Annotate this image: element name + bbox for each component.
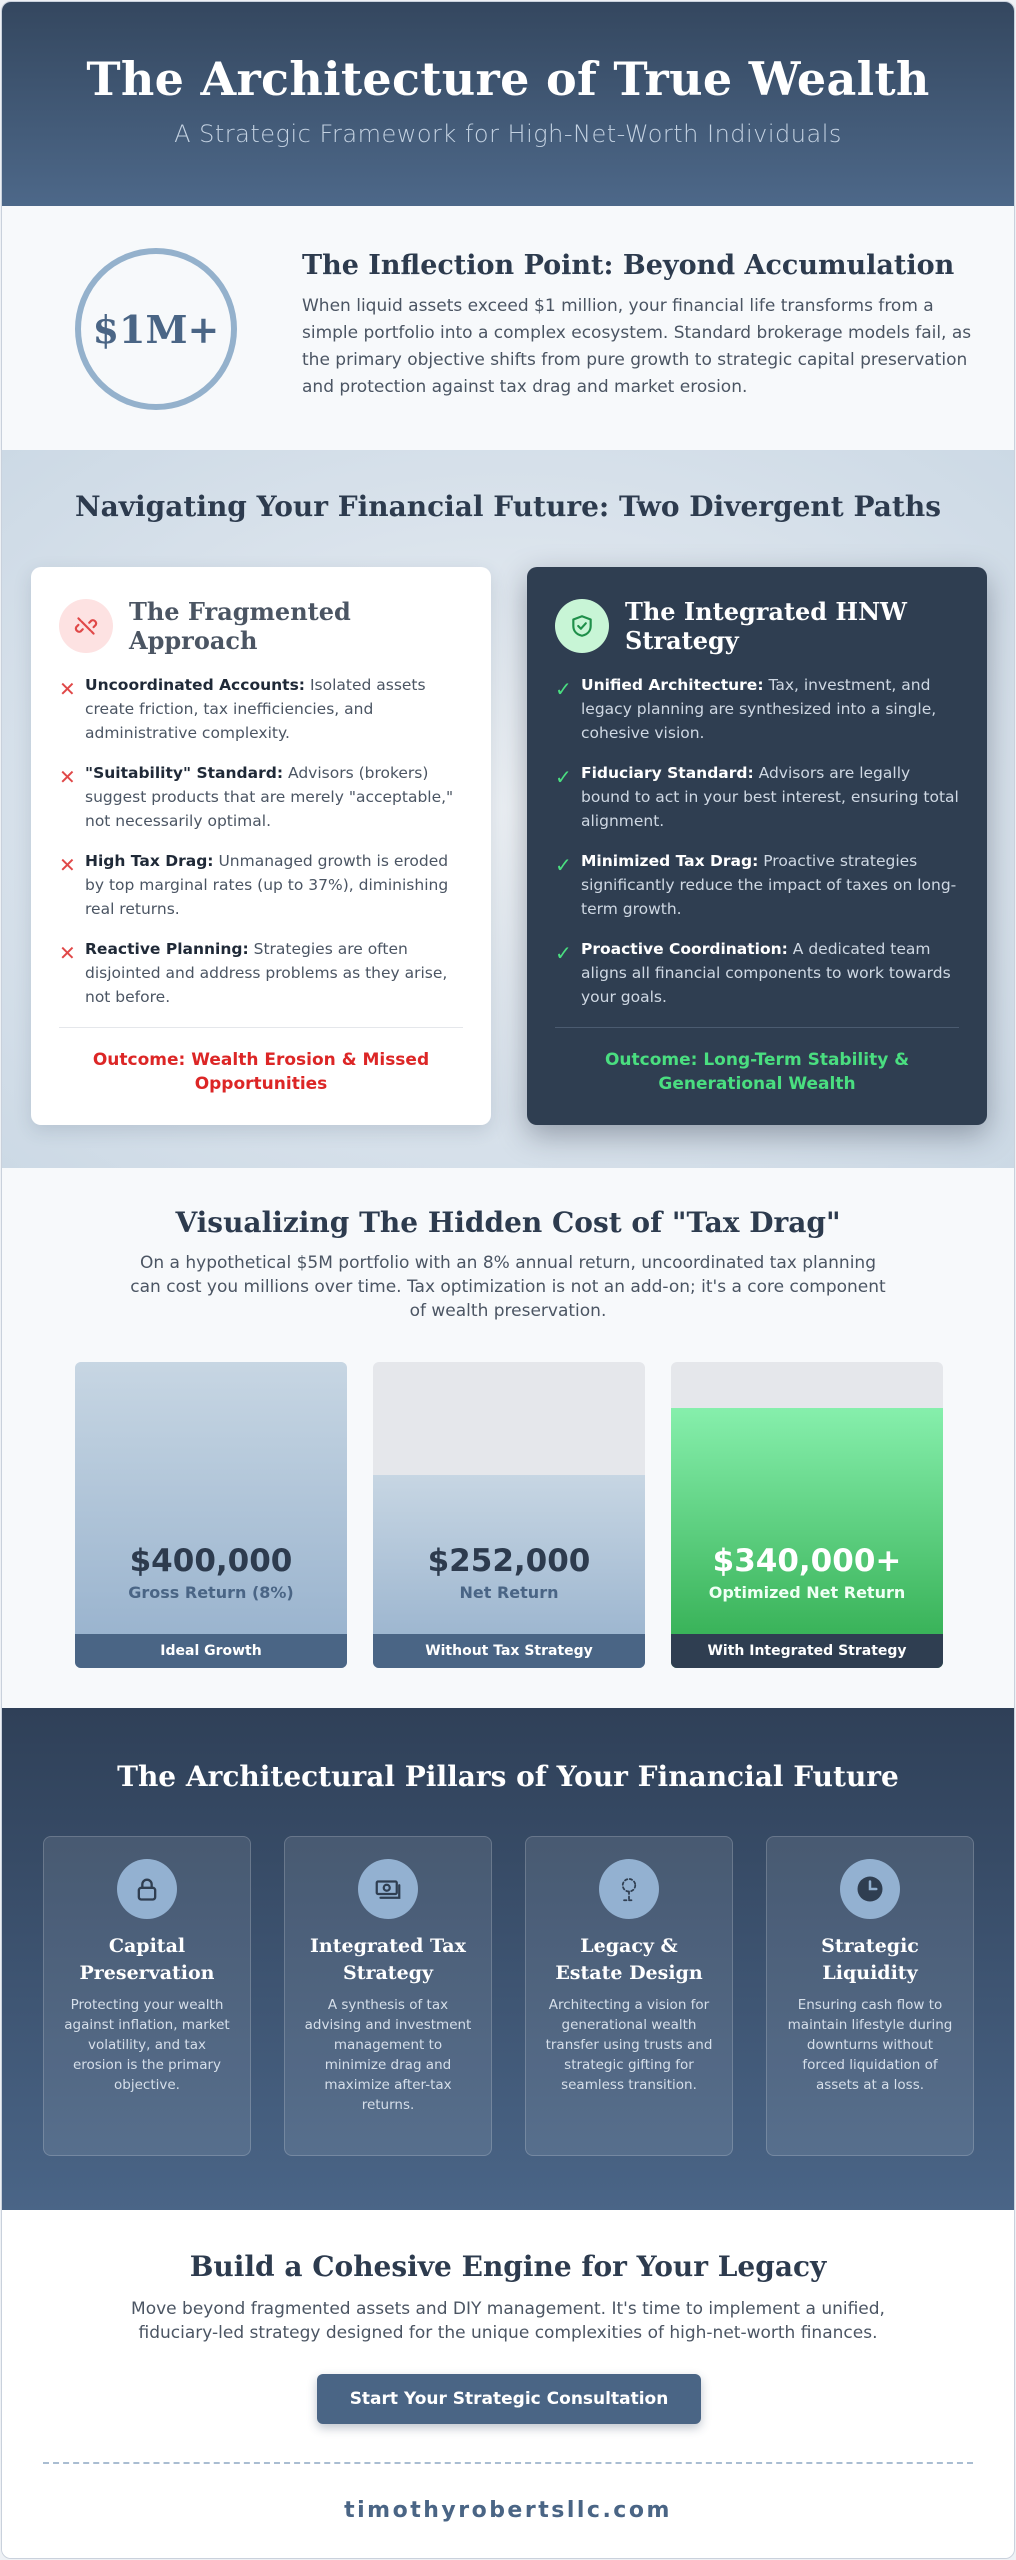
integrated-card (527, 567, 987, 1125)
integrated-item-text (581, 849, 959, 921)
pillar-integrated-tax-strategy (284, 1836, 492, 2156)
pillar-text: Protecting your wealth against inflation, market volatility, and tax erosion is the primary objective. (64, 1997, 230, 2093)
integrated-outcome: Outcome: Long-Term Stability & Generational Wealth (555, 1027, 959, 1096)
bar-footer: With Integrated Strategy (671, 1634, 943, 1668)
bar-label: Net Return (459, 1583, 559, 1602)
fragmented-item-description: Strategies are often disjointed and address problems as they arise, not before. (85, 940, 448, 1006)
bar-value: $400,000 (129, 1543, 293, 1579)
integrated-item-label: Fiduciary Standard: (581, 764, 754, 782)
bar-label: Gross Return (8%) (128, 1583, 294, 1602)
check-mark-icon: ✓ (555, 677, 572, 701)
pillar-title: Legacy & Estate Design (555, 1935, 703, 1984)
integrated-item-text (581, 673, 959, 745)
broken-link-icon (59, 599, 113, 653)
bar-with-integrated-strategy (671, 1362, 943, 1668)
integrated-title: The Integrated HNW Strategy (625, 597, 907, 655)
header (2, 2, 1014, 206)
fragmented-item-label: Uncoordinated Accounts: (85, 676, 305, 694)
integrated-item (555, 673, 959, 745)
integrated-item-text (581, 937, 959, 1009)
integrated-item (555, 937, 959, 1009)
x-mark-icon: ✕ (59, 677, 76, 701)
fragmented-item-label: Reactive Planning: (85, 940, 249, 958)
pillar-title: Strategic Liquidity (821, 1935, 919, 1984)
shield-check-icon (555, 599, 609, 653)
integrated-item-description: Proactive strategies significantly reduce the impact of taxes on long-term growth. (581, 852, 957, 918)
integrated-item-description: Tax, investment, and legacy planning are synthesized into a single, cohesive vision. (581, 676, 937, 742)
fragmented-item (59, 937, 463, 1009)
pillar-legacy-estate-design (525, 1836, 733, 2156)
cta-body: Move beyond fragmented assets and DIY management. It's time to implement a unified, fiduciary-led strategy designed for the unique complexities of high-net-worth finances. (131, 2299, 885, 2343)
inflection-title: The Inflection Point: Beyond Accumulation (302, 250, 955, 281)
integrated-item-text (581, 761, 959, 833)
lock-icon (117, 1859, 177, 1919)
integrated-item-description: A dedicated team aligns all financial components to work towards your goals. (581, 940, 951, 1006)
x-mark-icon: ✕ (59, 941, 76, 965)
fragmented-item-description: Unmanaged growth is eroded by top marginal rates (up to 37%), diminishing real returns. (85, 852, 449, 918)
website-link[interactable]: timothyrobertsllc.com (344, 2498, 672, 2523)
pillars-section (2, 1708, 1014, 2210)
paths-section (2, 450, 1014, 1168)
integrated-item-description: Advisors are legally bound to act in your best interest, ensuring total alignment. (581, 764, 959, 830)
fragmented-item-text (85, 937, 463, 1009)
integrated-item (555, 849, 959, 921)
pillar-strategic-liquidity (766, 1836, 974, 2156)
dashed-divider (43, 2462, 973, 2464)
bar-footer: Without Tax Strategy (373, 1634, 645, 1668)
start-consultation-button[interactable]: Start Your Strategic Consultation (317, 2374, 701, 2424)
check-mark-icon: ✓ (555, 765, 572, 789)
x-mark-icon: ✕ (59, 853, 76, 877)
pillar-capital-preservation (43, 1836, 251, 2156)
bar-ideal-growth (75, 1362, 347, 1668)
million-badge: $1M+ (75, 248, 237, 410)
bar-without-tax-strategy (373, 1362, 645, 1668)
fragmented-item-label: "Suitability" Standard: (85, 764, 284, 782)
tax-drag-section (2, 1168, 1014, 1708)
bar-footer: Ideal Growth (75, 1634, 347, 1668)
fragmented-title: The Fragmented Approach (129, 597, 351, 655)
fragmented-card (31, 567, 491, 1125)
cta-section (2, 2210, 1014, 2559)
money-icon (358, 1859, 418, 1919)
check-mark-icon: ✓ (555, 853, 572, 877)
bar-fill (75, 1362, 347, 1668)
fragmented-item-text (85, 849, 463, 921)
clock-icon (840, 1859, 900, 1919)
page-subtitle: A Strategic Framework for High-Net-Worth Individuals (174, 120, 842, 148)
fragmented-item-label: High Tax Drag: (85, 852, 214, 870)
tax-drag-subtitle: On a hypothetical $5M portfolio with an 8% annual return, uncoordinated tax planning can cost you millions over time. Tax optimization is not an add-on; it's a core component of wealth preservation. (130, 1253, 886, 1321)
fragmented-item (59, 673, 463, 745)
integrated-item-label: Minimized Tax Drag: (581, 852, 759, 870)
pillar-title: Integrated Tax Strategy (310, 1935, 466, 1984)
fragmented-item-text (85, 761, 463, 833)
tree-icon (599, 1859, 659, 1919)
bar-value: $252,000 (427, 1543, 591, 1579)
fragmented-item-description: Advisors (brokers) suggest products that are merely "acceptable," not necessarily optimal. (85, 764, 454, 830)
inflection-section (2, 206, 1014, 450)
pillar-title: Capital Preservation (79, 1935, 215, 1984)
infographic-page (1, 1, 1015, 2559)
pillar-text: Ensuring cash flow to maintain lifestyle during downturns without forced liquidation of assets at a loss. (787, 1997, 953, 2093)
integrated-list (555, 673, 959, 1009)
integrated-item (555, 761, 959, 833)
pillar-text: A synthesis of tax advising and investment management to minimize drag and maximize after-tax returns. (304, 1997, 472, 2113)
fragmented-item (59, 761, 463, 833)
fragmented-outcome: Outcome: Wealth Erosion & Missed Opportunities (59, 1027, 463, 1096)
cta-title: Build a Cohesive Engine for Your Legacy (189, 2250, 827, 2283)
inflection-body: When liquid assets exceed $1 million, your financial life transforms from a simple portfolio into a complex ecosystem. Standard brokerage models fail, as the primary objective shifts from pure growth to strategic capital preservation and protection against tax drag and market erosion. (302, 296, 972, 397)
pillars-title: The Architectural Pillars of Your Financial Future (117, 1760, 899, 1793)
page-title: The Architecture of True Wealth (86, 52, 930, 106)
x-mark-icon: ✕ (59, 765, 76, 789)
bar-fill (671, 1408, 943, 1668)
fragmented-list (59, 673, 463, 1009)
fragmented-item-description: Isolated assets create friction, tax inefficiencies, and administrative complexity. (85, 676, 426, 742)
tax-drag-title: Visualizing The Hidden Cost of "Tax Drag" (175, 1206, 841, 1239)
check-mark-icon: ✓ (555, 941, 572, 965)
paths-title: Navigating Your Financial Future: Two Divergent Paths (75, 490, 941, 523)
bar-value: $340,000+ (712, 1543, 902, 1579)
pillar-text: Architecting a vision for generational wealth transfer using trusts and strategic gifting for seamless transition. (545, 1997, 713, 2093)
bar-label: Optimized Net Return (708, 1583, 906, 1602)
fragmented-item-text (85, 673, 463, 745)
integrated-item-label: Unified Architecture: (581, 676, 764, 694)
fragmented-item (59, 849, 463, 921)
integrated-item-label: Proactive Coordination: (581, 940, 788, 958)
